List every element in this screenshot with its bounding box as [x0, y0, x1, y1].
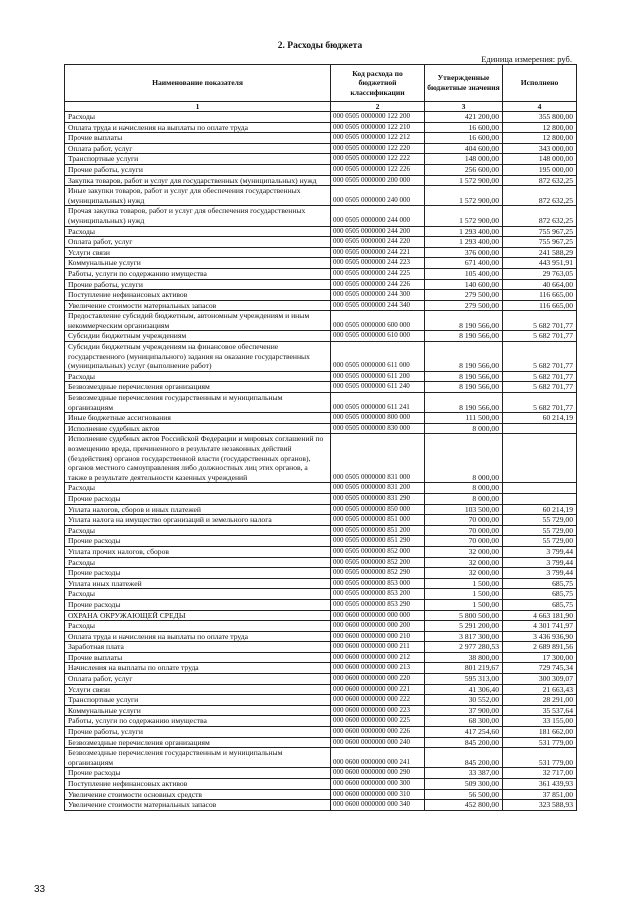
row-executed: [503, 493, 577, 504]
row-code: 000 0505 0000000 122 200: [331, 112, 425, 123]
table-row: [65, 186, 577, 206]
header-approved-values: Утвержденные бюджетные значения: [425, 65, 503, 102]
row-code: 000 0505 0000000 244 200: [331, 226, 425, 237]
column-number: 4: [503, 102, 577, 112]
row-name: ОХРАНА ОКРУЖАЮЩЕЙ СРЕДЫ: [65, 610, 331, 621]
row-executed: 17 300,00: [503, 652, 577, 663]
table-row: [65, 515, 577, 526]
row-code: 000 0505 0000000 244 220: [331, 237, 425, 248]
row-approved: 148 000,00: [425, 154, 503, 165]
row-approved: 5 291 200,00: [425, 621, 503, 632]
table-row: [65, 652, 577, 663]
row-approved: 279 500,00: [425, 290, 503, 301]
row-approved: 8 000,00: [425, 493, 503, 504]
row-approved: 1 293 400,00: [425, 237, 503, 248]
table-row: [65, 536, 577, 547]
row-executed: 755 967,25: [503, 226, 577, 237]
table-row: [65, 331, 577, 342]
row-name: Увеличение стоимости материальных запасов: [65, 300, 331, 311]
row-executed: [503, 423, 577, 434]
row-code: 000 0600 0000000 000 300: [331, 779, 425, 790]
row-executed: 60 214,19: [503, 413, 577, 424]
table-row: [65, 133, 577, 144]
row-executed: [503, 483, 577, 494]
row-approved: 256 600,00: [425, 164, 503, 175]
row-name: Расходы: [65, 112, 331, 123]
table-row: [65, 504, 577, 515]
table-row: [65, 258, 577, 269]
row-code: 000 0600 0000000 000 212: [331, 652, 425, 663]
table-row: [65, 122, 577, 133]
row-code: 000 0505 0000000 244 223: [331, 258, 425, 269]
table-row: [65, 642, 577, 653]
table-row: [65, 483, 577, 494]
row-name: Коммунальные услуги: [65, 258, 331, 269]
row-executed: 755 967,25: [503, 237, 577, 248]
row-executed: 355 800,00: [503, 112, 577, 123]
row-name: Прочие расходы: [65, 568, 331, 579]
row-approved: 8 190 566,00: [425, 371, 503, 382]
table-row: [65, 631, 577, 642]
row-code: 000 0505 0000000 853 290: [331, 599, 425, 610]
table-row: [65, 423, 577, 434]
row-approved: 671 400,00: [425, 258, 503, 269]
header-indicator-name: Наименование показателя: [65, 65, 331, 102]
row-approved: 279 500,00: [425, 300, 503, 311]
row-code: 000 0505 0000000 240 000: [331, 186, 425, 206]
row-name: Заработная плата: [65, 642, 331, 653]
row-executed: 5 682 701,77: [503, 393, 577, 413]
row-approved: 8 190 566,00: [425, 393, 503, 413]
table-row: [65, 610, 577, 621]
row-name: Уплата прочих налогов, сборов: [65, 546, 331, 557]
row-code: 000 0505 0000000 122 222: [331, 154, 425, 165]
row-approved: 2 977 280,53: [425, 642, 503, 653]
table-row: [65, 371, 577, 382]
row-executed: 33 155,00: [503, 716, 577, 727]
row-code: 000 0600 0000000 000 290: [331, 768, 425, 779]
table-row: [65, 779, 577, 790]
row-executed: 4 663 181,90: [503, 610, 577, 621]
table-row: [65, 382, 577, 393]
row-executed: 5 682 701,77: [503, 382, 577, 393]
table-row: [65, 800, 577, 811]
row-approved: 1 293 400,00: [425, 226, 503, 237]
table-row: [65, 589, 577, 600]
row-code: 000 0505 0000000 122 212: [331, 133, 425, 144]
row-name: Прочие расходы: [65, 536, 331, 547]
row-approved: 3 817 300,00: [425, 631, 503, 642]
row-name: Прочие работы, услуги: [65, 164, 331, 175]
row-executed: 60 214,19: [503, 504, 577, 515]
row-approved: 1 572 900,00: [425, 175, 503, 186]
row-approved: 8 190 566,00: [425, 311, 503, 331]
row-name: Поступление нефинансовых активов: [65, 779, 331, 790]
row-code: 000 0600 0000000 000 210: [331, 631, 425, 642]
row-name: Расходы: [65, 621, 331, 632]
row-name: Расходы: [65, 557, 331, 568]
row-code: 000 0505 0000000 200 000: [331, 175, 425, 186]
row-code: 000 0505 0000000 244 221: [331, 247, 425, 258]
row-approved: 33 387,00: [425, 768, 503, 779]
table-body: [65, 112, 577, 811]
row-executed: 181 662,00: [503, 727, 577, 738]
row-name: Коммунальные услуги: [65, 705, 331, 716]
row-approved: 5 800 500,00: [425, 610, 503, 621]
row-code: 000 0505 0000000 853 200: [331, 589, 425, 600]
row-executed: 5 682 701,77: [503, 342, 577, 372]
row-executed: 3 799,44: [503, 546, 577, 557]
row-name: Работы, услуги по содержанию имущества: [65, 716, 331, 727]
row-approved: 801 219,67: [425, 663, 503, 674]
row-executed: 872 632,25: [503, 186, 577, 206]
row-executed: 685,75: [503, 578, 577, 589]
table-row: [65, 546, 577, 557]
unit-label: Единица измерения: руб.: [481, 54, 572, 64]
row-executed: 29 763,05: [503, 268, 577, 279]
table-row: [65, 413, 577, 424]
row-code: 000 0505 0000000 852 200: [331, 557, 425, 568]
row-approved: 70 000,00: [425, 536, 503, 547]
row-code: 000 0505 0000000 850 000: [331, 504, 425, 515]
row-name: Расходы: [65, 589, 331, 600]
row-executed: [503, 434, 577, 483]
row-approved: 140 600,00: [425, 279, 503, 290]
row-approved: 595 313,00: [425, 674, 503, 685]
row-executed: 28 291,00: [503, 695, 577, 706]
table-column-number-row: [65, 102, 577, 112]
row-name: Расходы: [65, 226, 331, 237]
table-row: [65, 568, 577, 579]
row-executed: 531 779,00: [503, 748, 577, 768]
row-executed: 685,75: [503, 589, 577, 600]
header-executed: Исполнено: [503, 65, 577, 102]
row-code: 000 0505 0000000 852 290: [331, 568, 425, 579]
row-code: 000 0505 0000000 244 000: [331, 206, 425, 226]
row-approved: 1 572 900,00: [425, 186, 503, 206]
table-row: [65, 300, 577, 311]
row-name: Предоставление субсидий бюджетным, автономным учреждениям и иным некоммерческим организациям: [65, 311, 331, 331]
table-row: [65, 789, 577, 800]
row-code: 000 0600 0000000 000 340: [331, 800, 425, 811]
table-row: [65, 434, 577, 483]
column-number: 2: [331, 102, 425, 112]
row-name: Услуги связи: [65, 247, 331, 258]
row-executed: 729 745,34: [503, 663, 577, 674]
table-row: [65, 525, 577, 536]
row-executed: 872 632,25: [503, 206, 577, 226]
table-row: [65, 493, 577, 504]
row-code: 000 0600 0000000 000 200: [331, 621, 425, 632]
row-code: 000 0505 0000000 611 241: [331, 393, 425, 413]
row-name: Безвозмездные перечисления организациям: [65, 382, 331, 393]
table-row: [65, 393, 577, 413]
table-row: [65, 557, 577, 568]
row-approved: 1 500,00: [425, 578, 503, 589]
table-row: [65, 226, 577, 237]
row-executed: 12 800,00: [503, 122, 577, 133]
row-approved: 376 000,00: [425, 247, 503, 258]
table-row: [65, 727, 577, 738]
table-row: [65, 705, 577, 716]
row-code: 000 0505 0000000 831 290: [331, 493, 425, 504]
row-approved: 16 600,00: [425, 122, 503, 133]
row-executed: 55 729,00: [503, 525, 577, 536]
table-row: [65, 342, 577, 372]
row-code: 000 0505 0000000 852 000: [331, 546, 425, 557]
row-code: 000 0505 0000000 122 220: [331, 143, 425, 154]
row-approved: 8 000,00: [425, 434, 503, 483]
table-row: [65, 164, 577, 175]
row-executed: 300 309,07: [503, 674, 577, 685]
row-code: 000 0600 0000000 000 211: [331, 642, 425, 653]
table-row: [65, 716, 577, 727]
table-row: [65, 279, 577, 290]
table-row: [65, 237, 577, 248]
row-name: Прочие работы, услуги: [65, 727, 331, 738]
row-code: 000 0600 0000000 000 222: [331, 695, 425, 706]
row-approved: 404 600,00: [425, 143, 503, 154]
row-name: Иные бюджетные ассигнования: [65, 413, 331, 424]
row-code: 000 0505 0000000 831 200: [331, 483, 425, 494]
row-code: 000 0600 0000000 000 000: [331, 610, 425, 621]
row-name: Прочие выплаты: [65, 652, 331, 663]
row-code: 000 0505 0000000 851 200: [331, 525, 425, 536]
table-row: [65, 621, 577, 632]
row-approved: 8 190 566,00: [425, 342, 503, 372]
row-name: Прочая закупка товаров, работ и услуг для обеспечения государственных (муниципальных) нужд: [65, 206, 331, 226]
row-approved: 1 500,00: [425, 589, 503, 600]
row-name: Увеличение стоимости материальных запасов: [65, 800, 331, 811]
row-approved: 111 500,00: [425, 413, 503, 424]
row-name: Прочие расходы: [65, 493, 331, 504]
section-title: 2. Расходы бюджета: [277, 41, 363, 51]
row-approved: 30 552,00: [425, 695, 503, 706]
row-name: Исполнение судебных актов: [65, 423, 331, 434]
row-name: Уплата налогов, сборов и иных платежей: [65, 504, 331, 515]
row-code: 000 0505 0000000 611 200: [331, 371, 425, 382]
row-executed: 37 851,00: [503, 789, 577, 800]
row-name: Закупка товаров, работ и услуг для государственных (муниципальных) нужд: [65, 175, 331, 186]
table-row: [65, 737, 577, 748]
table-row: [65, 578, 577, 589]
row-name: Прочие расходы: [65, 768, 331, 779]
column-number: 1: [65, 102, 331, 112]
row-executed: 55 729,00: [503, 536, 577, 547]
row-code: 000 0600 0000000 000 240: [331, 737, 425, 748]
row-approved: 56 500,00: [425, 789, 503, 800]
row-approved: 70 000,00: [425, 525, 503, 536]
row-name: Исполнение судебных актов Российской Федерации и мировых соглашений по возмещению вреда, причиненного в результате незаконных действий (бездействия) органов государственной власти (государственных органов), органов местного самоуправления либо должностных лиц этих органов, а также в результате деятельности казенных учреждений: [65, 434, 331, 483]
row-executed: 195 000,00: [503, 164, 577, 175]
table-row: [65, 674, 577, 685]
row-approved: 37 900,00: [425, 705, 503, 716]
row-code: 000 0505 0000000 244 226: [331, 279, 425, 290]
row-name: Оплата работ, услуг: [65, 674, 331, 685]
table-row: [65, 290, 577, 301]
table-row: [65, 247, 577, 258]
row-name: Безвозмездные перечисления государственным и муниципальным организациям: [65, 748, 331, 768]
row-code: 000 0600 0000000 000 213: [331, 663, 425, 674]
row-name: Поступление нефинансовых активов: [65, 290, 331, 301]
header-expense-code: Код расхода по бюджетной классификации: [331, 65, 425, 102]
row-approved: 1 572 900,00: [425, 206, 503, 226]
row-name: Начисления на выплаты по оплате труда: [65, 663, 331, 674]
row-name: Безвозмездные перечисления организациям: [65, 737, 331, 748]
row-name: Безвозмездные перечисления государственным и муниципальным организациям: [65, 393, 331, 413]
row-code: 000 0600 0000000 000 221: [331, 684, 425, 695]
table-row: [65, 175, 577, 186]
row-executed: 872 632,25: [503, 175, 577, 186]
budget-expenses-table: [64, 64, 577, 811]
row-executed: 361 439,93: [503, 779, 577, 790]
row-executed: 3 799,44: [503, 568, 577, 579]
row-executed: 32 717,00: [503, 768, 577, 779]
row-approved: 421 200,00: [425, 112, 503, 123]
table-row: [65, 154, 577, 165]
row-executed: 116 665,00: [503, 290, 577, 301]
row-code: 000 0600 0000000 000 223: [331, 705, 425, 716]
row-code: 000 0600 0000000 000 241: [331, 748, 425, 768]
row-executed: 343 000,00: [503, 143, 577, 154]
row-name: Уплата иных платежей: [65, 578, 331, 589]
row-approved: 38 800,00: [425, 652, 503, 663]
row-executed: 531 779,00: [503, 737, 577, 748]
page-number: 33: [34, 884, 46, 895]
row-executed: 4 301 741,97: [503, 621, 577, 632]
row-code: 000 0505 0000000 244 300: [331, 290, 425, 301]
row-executed: 443 951,91: [503, 258, 577, 269]
row-executed: 323 588,93: [503, 800, 577, 811]
row-executed: 3 799,44: [503, 557, 577, 568]
row-approved: 8 000,00: [425, 483, 503, 494]
row-executed: 55 729,00: [503, 515, 577, 526]
row-approved: 105 400,00: [425, 268, 503, 279]
row-name: Уплата налога на имущество организаций и земельного налога: [65, 515, 331, 526]
row-name: Оплата труда и начисления на выплаты по оплате труда: [65, 631, 331, 642]
row-approved: 8 000,00: [425, 423, 503, 434]
table-row: [65, 663, 577, 674]
row-approved: 32 000,00: [425, 546, 503, 557]
row-name: Расходы: [65, 483, 331, 494]
row-code: 000 0505 0000000 800 000: [331, 413, 425, 424]
table-row: [65, 684, 577, 695]
table-row: [65, 268, 577, 279]
row-code: 000 0505 0000000 122 210: [331, 122, 425, 133]
row-code: 000 0505 0000000 244 225: [331, 268, 425, 279]
row-code: 000 0505 0000000 244 340: [331, 300, 425, 311]
row-name: Прочие работы, услуги: [65, 279, 331, 290]
row-approved: 41 306,40: [425, 684, 503, 695]
row-name: Прочие выплаты: [65, 133, 331, 144]
row-executed: 2 689 891,56: [503, 642, 577, 653]
row-code: 000 0505 0000000 851 000: [331, 515, 425, 526]
row-code: 000 0505 0000000 851 290: [331, 536, 425, 547]
row-approved: 1 500,00: [425, 599, 503, 610]
row-name: Расходы: [65, 525, 331, 536]
row-approved: 32 000,00: [425, 557, 503, 568]
table-row: [65, 695, 577, 706]
row-code: 000 0505 0000000 611 240: [331, 382, 425, 393]
row-name: Транспортные услуги: [65, 154, 331, 165]
row-name: Увеличение стоимости основных средств: [65, 789, 331, 800]
row-name: Оплата труда и начисления на выплаты по оплате труда: [65, 122, 331, 133]
row-approved: 68 300,00: [425, 716, 503, 727]
row-approved: 8 190 566,00: [425, 382, 503, 393]
row-approved: 845 200,00: [425, 748, 503, 768]
row-approved: 417 254,60: [425, 727, 503, 738]
row-name: Оплата работ, услуг: [65, 143, 331, 154]
row-name: Прочие расходы: [65, 599, 331, 610]
row-approved: 103 500,00: [425, 504, 503, 515]
row-name: Субсидии бюджетным учреждениям на финансовое обеспечение государственного (муниципального) задания на оказание государственных (муниципальных) услуг (выполнение работ): [65, 342, 331, 372]
row-approved: 16 600,00: [425, 133, 503, 144]
row-code: 000 0505 0000000 853 000: [331, 578, 425, 589]
column-number: 3: [425, 102, 503, 112]
row-code: 000 0505 0000000 600 000: [331, 311, 425, 331]
row-name: Услуги связи: [65, 684, 331, 695]
row-executed: 5 682 701,77: [503, 371, 577, 382]
row-code: 000 0600 0000000 000 225: [331, 716, 425, 727]
row-executed: 241 588,29: [503, 247, 577, 258]
row-executed: 21 663,43: [503, 684, 577, 695]
row-code: 000 0600 0000000 000 310: [331, 789, 425, 800]
row-executed: 40 664,00: [503, 279, 577, 290]
row-executed: 5 682 701,77: [503, 311, 577, 331]
row-executed: 12 800,00: [503, 133, 577, 144]
table-row: [65, 311, 577, 331]
row-executed: 148 000,00: [503, 154, 577, 165]
table-row: [65, 748, 577, 768]
row-approved: 845 200,00: [425, 737, 503, 748]
row-name: Расходы: [65, 371, 331, 382]
table-row: [65, 112, 577, 123]
row-approved: 32 000,00: [425, 568, 503, 579]
row-code: 000 0505 0000000 122 226: [331, 164, 425, 175]
table-row: [65, 768, 577, 779]
table-row: [65, 143, 577, 154]
row-code: 000 0600 0000000 000 226: [331, 727, 425, 738]
row-name: Транспортные услуги: [65, 695, 331, 706]
row-name: Иные закупки товаров, работ и услуг для обеспечения государственных (муниципальных) нужд: [65, 186, 331, 206]
row-executed: 5 682 701,77: [503, 331, 577, 342]
row-approved: 8 190 566,00: [425, 331, 503, 342]
row-executed: 35 537,64: [503, 705, 577, 716]
row-approved: 452 800,00: [425, 800, 503, 811]
row-name: Субсидии бюджетным учреждениям: [65, 331, 331, 342]
row-code: 000 0505 0000000 830 000: [331, 423, 425, 434]
row-approved: 70 000,00: [425, 515, 503, 526]
row-executed: 685,75: [503, 599, 577, 610]
table-row: [65, 206, 577, 226]
row-code: 000 0505 0000000 610 000: [331, 331, 425, 342]
row-approved: 509 300,00: [425, 779, 503, 790]
row-executed: 116 665,00: [503, 300, 577, 311]
row-code: 000 0600 0000000 000 220: [331, 674, 425, 685]
table-header-row: [65, 65, 577, 102]
row-code: 000 0505 0000000 831 000: [331, 434, 425, 483]
row-name: Работы, услуги по содержанию имущества: [65, 268, 331, 279]
row-name: Оплата работ, услуг: [65, 237, 331, 248]
row-executed: 3 436 936,90: [503, 631, 577, 642]
table-row: [65, 599, 577, 610]
row-code: 000 0505 0000000 611 000: [331, 342, 425, 372]
